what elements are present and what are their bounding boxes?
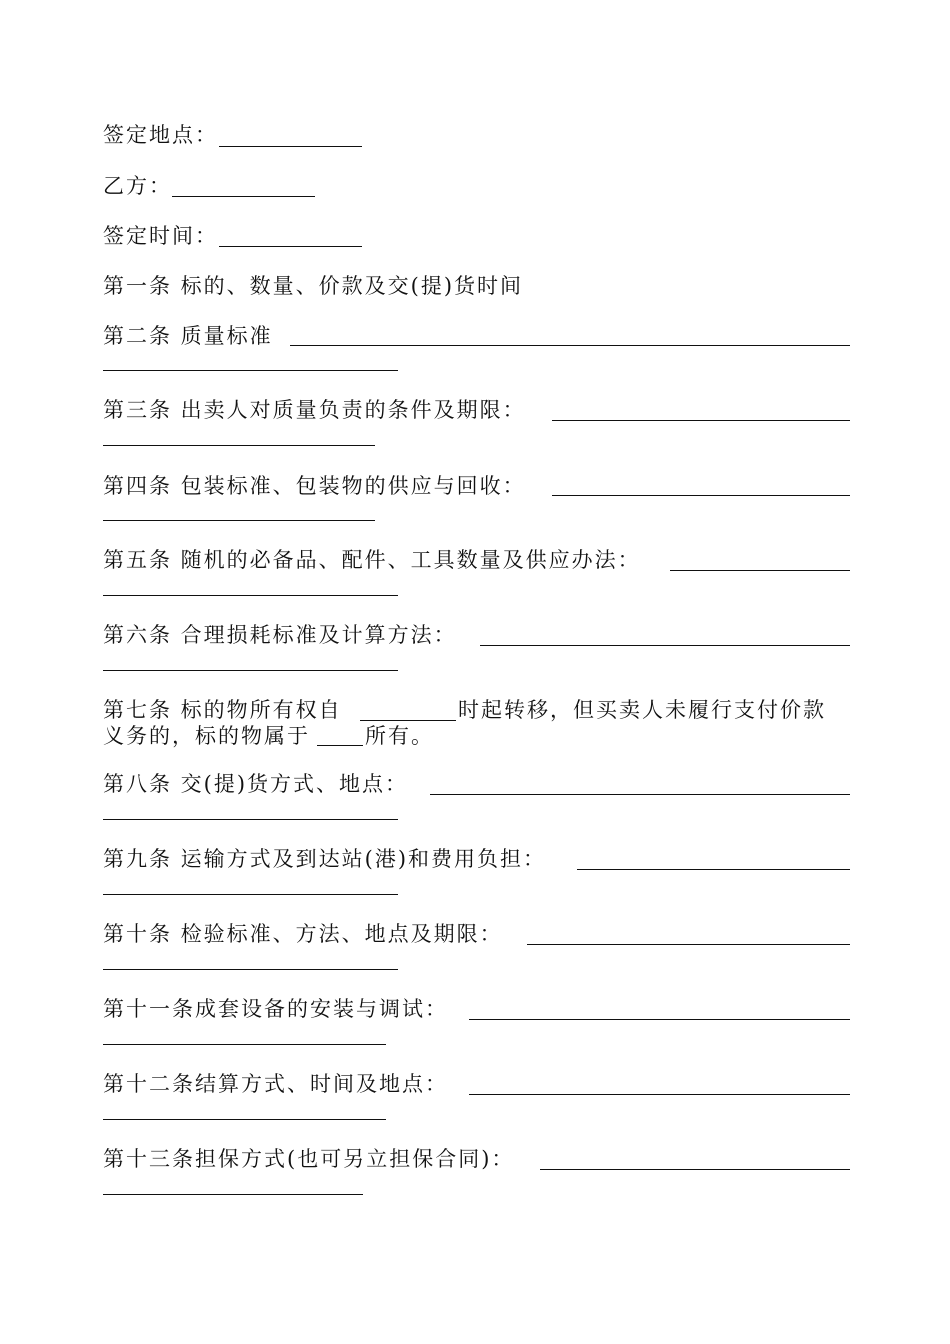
clause-11-blank-cont[interactable] — [103, 1044, 386, 1045]
clause-7-part-2: 时起转移，但买卖人未履行支付价款 — [458, 698, 826, 722]
clause-10-blank[interactable] — [527, 944, 850, 945]
party-b-label: 乙方： — [103, 174, 172, 198]
clause-2: 第二条 质量标准 — [103, 324, 273, 348]
clause-13: 第十三条担保方式(也可另立担保合同)： — [103, 1147, 515, 1171]
clause-9-blank[interactable] — [577, 869, 850, 870]
clause-10-blank-cont[interactable] — [103, 969, 398, 970]
clause-13-blank-cont[interactable] — [103, 1194, 363, 1195]
signing-time-blank[interactable] — [219, 246, 362, 247]
clause-7-part-1: 第七条 标的物所有权自 — [103, 698, 342, 722]
clause-7-part-4: 所有。 — [365, 724, 434, 748]
clause-1: 第一条 标的、数量、价款及交(提)货时间 — [103, 274, 524, 298]
clause-5-blank[interactable] — [670, 570, 850, 571]
clause-3: 第三条 出卖人对质量负责的条件及期限： — [103, 398, 526, 422]
clause-10: 第十条 检验标准、方法、地点及期限： — [103, 922, 503, 946]
clause-4-blank-cont[interactable] — [103, 520, 375, 521]
clause-12: 第十二条结算方式、时间及地点： — [103, 1072, 448, 1096]
clause-7-time-blank[interactable] — [360, 720, 456, 721]
clause-12-blank-cont[interactable] — [103, 1119, 386, 1120]
clause-7-part-3: 义务的，标的物属于 — [103, 724, 310, 748]
signing-place-label: 签定地点： — [103, 123, 218, 147]
clause-3-blank-cont[interactable] — [103, 445, 375, 446]
clause-6: 第六条 合理损耗标准及计算方法： — [103, 623, 457, 647]
clause-6-blank[interactable] — [480, 645, 850, 646]
clause-2-blank[interactable] — [290, 345, 850, 346]
signing-place-blank[interactable] — [219, 146, 362, 147]
clause-6-blank-cont[interactable] — [103, 670, 398, 671]
clause-13-blank[interactable] — [540, 1169, 850, 1170]
clause-2-blank-cont[interactable] — [103, 370, 398, 371]
clause-5: 第五条 随机的必备品、配件、工具数量及供应办法： — [103, 548, 641, 572]
clause-11-blank[interactable] — [469, 1019, 850, 1020]
clause-11: 第十一条成套设备的安装与调试： — [103, 997, 448, 1021]
clause-3-blank[interactable] — [552, 420, 850, 421]
clause-4: 第四条 包装标准、包装物的供应与回收： — [103, 474, 526, 498]
party-b-blank[interactable] — [172, 196, 315, 197]
clause-5-blank-cont[interactable] — [103, 595, 398, 596]
clause-9-blank-cont[interactable] — [103, 894, 398, 895]
clause-8: 第八条 交(提)货方式、地点： — [103, 772, 409, 796]
signing-time-label: 签定时间： — [103, 224, 218, 248]
clause-9: 第九条 运输方式及到达站(港)和费用负担： — [103, 847, 547, 871]
clause-8-blank[interactable] — [430, 794, 850, 795]
clause-7-owner-blank[interactable] — [317, 745, 363, 746]
clause-4-blank[interactable] — [552, 495, 850, 496]
clause-12-blank[interactable] — [469, 1094, 850, 1095]
clause-8-blank-cont[interactable] — [103, 819, 398, 820]
